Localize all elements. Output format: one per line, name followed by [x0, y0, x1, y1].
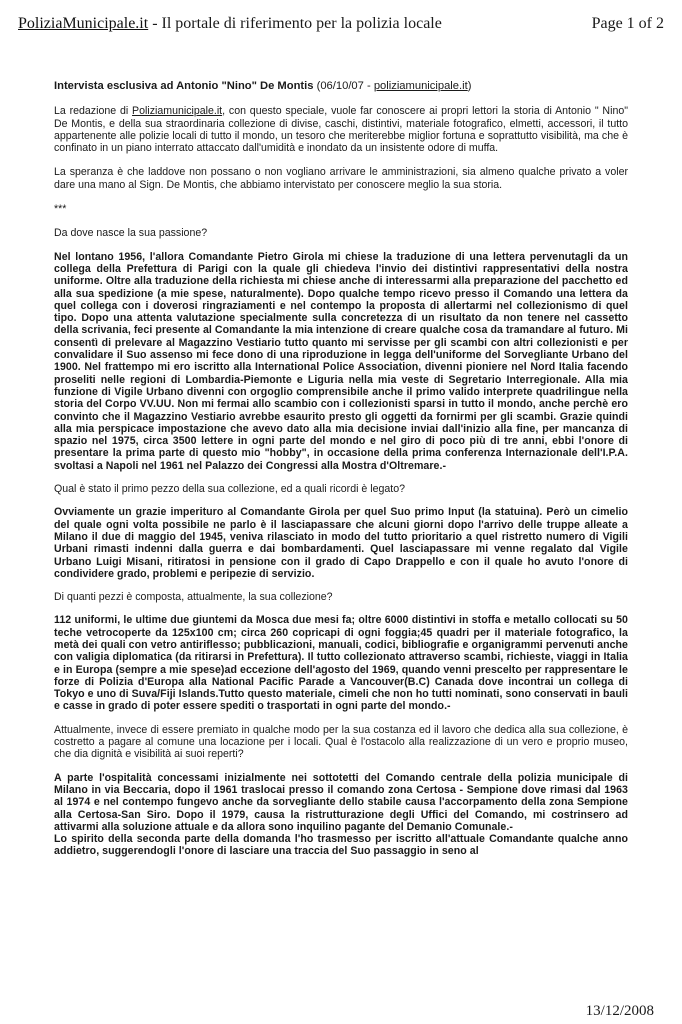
page-header [18, 14, 664, 38]
meta-close: ) [467, 80, 472, 92]
meta-source-link[interactable]: poliziamunicipale.it [373, 80, 468, 92]
intro1-site-link[interactable]: Poliziamunicipale.it [132, 105, 223, 118]
print-date: 13/12/2008 [585, 1003, 654, 1019]
answer-4-continued: Lo spirito della seconda parte della domanda l'ho trasmesso per iscritto all'attuale Comandante qualche anno addietro, suggerendogli l'onore di lasciare una traccia del Suo passaggio in seno al [54, 833, 628, 858]
article-meta [313, 80, 471, 92]
question-1: Da dove nasce la sua passione? [54, 227, 208, 240]
question-4: Attualmente, invece di essere premiato in qualche modo per la sua costanza ed il lavoro che dedica alla sua collezione, è costretto a pagare al comune una locazione per i locali. Qual è l'ostacolo alla realizzazione di un vero e proprio museo, che dia dignità e visibilità ai suoi reperti? [54, 723, 628, 761]
intro-paragraph-2: La speranza è che laddove non possano o non vogliano arrivare le amministrazioni, sia almeno qualche privato a voler dare una mano al Sign. De Montis, che abbiamo intervistato per conoscere meglio la sua storia. [54, 166, 628, 191]
page-number: Page 1 of 2 [591, 15, 664, 32]
article-title-line [54, 80, 628, 92]
article-title: Intervista esclusiva ad Antonio "Nino" De Montis [54, 80, 314, 92]
intro-paragraph-1 [54, 105, 628, 154]
answer-2: Ovviamente un grazie imperituro al Comandante Girola per quel Suo primo Input (la statuina). Però un cimelio del quale ogni volta possibile ne parlo è il lasciapassare che alcuni giorni dopo l'arrivo delle truppe alleate a Milano il due di maggio del 1945, veniva rilasciato in modo del tutto prioritario a quel ristretto numero di Vigili Urbani rimasti indenni dalla guerra e dai bombardamenti. Quel lasciapassare mi venne regalato dal Vigile Urbano Luigi Misani, ritiratosi in pensione con il grado di Capo Drappello e con il quale ho avuto l'onore di condividere grado, problemi e peripezie di servizio. [54, 506, 628, 580]
site-name-link[interactable]: PoliziaMunicipale.it [18, 15, 149, 32]
meta-date: (06/10/07 - [313, 80, 374, 92]
site-tagline: - Il portale di riferimento per la polizia locale [148, 15, 442, 32]
intro1-pre: La redazione di [54, 105, 133, 118]
answer-4: A parte l'ospitalità concessami inizialmente nei sottotetti del Comando centrale della polizia municipale di Milano in via Beccaria, dopo il 1961 traslocai presso il comando zona Certosa - Sempione dove rimasi dal 1963 al 1974 e nel contempo fungevo anche da sorvegliante dello stabile causa l'accorpamento della zona Sempione alla Certosa-San Siro. Dopo il 1979, causa la ristrutturazione degli Uffici del Comando, mi costrinsero ad attivarmi alla soluzione attuale e da allora sono inquilino pagante del Demanio Comunale.- [54, 771, 628, 833]
answer-1: Nel lontano 1956, l'allora Comandante Pietro Girola mi chiese la traduzione di una lettera pervenutagli da un collega della Prefettura di Parigi con la quale gli chiedeva l'invio dei distintivi rappresentativi della nostra uniforme. Oltre alla traduzione della richiesta mi chiese anche di interessarmi alla preparazione del pacchetto ed alla sua spedizione (a mie spese, naturalmente). Dopo qualche tempo ricevo presso il Comando una lettera da quel collega con i doverosi ringraziamenti e nel contempo la proposta di allertarmi nel collezionismo di quel tipo. Dopo una attenta valutazione specialmente sulla concretezza di un risultato da non tenere nel cassetto della scrivania, feci presente al Comandante la mia intenzione di creare qualche cosa da tramandare al futuro. Mi consentì di prelevare al Magazzino Vestiario tutto quanto mi servisse per gli scambi con altri collezionisti e per convalidare il Suo assenso mi fece dono di una riproduzione in legga dell'uniforme del Sorvegliante Urbano del 1900. Nel frattempo mi ero iscritto alla International Police Association, divenni pioniere nel Nord Italia facendo proseliti nelle regioni di Lombardia-Piemonte e Liguria nella mia veste di Segretario Interregionale. Alla mia funzione di Vigile Urbano divenni con orgoglio comprensibile anche il primo valido interprete quadrilingue nella storia del Corpo VV.UU. Non mi fermai allo scambio con i collezionisti sparsi in tutto il mondo, anche perchè ero convinto che il Magazzino Vestiario avrebbe esaurito presto gli oggetti da fornirmi per gli scambi. Grazie quindi alla mia perspicace impostazione che avevo dato alla mia decisione inviai dall'inizio alla fine, per mancanza di spazio nel 1975, circa 3500 lettere in ogni parte del mondo e nel giro di poco più di tre anni, ebbi l'onore di presentare la prima parte di questo mio "hobby", in occasione della prima conferenza Internazionale dell'I.P.A. svoltasi a Napoli nel 1961 nel Palazzo dei Congressi alla Mostra d'Oltremare.- [54, 250, 628, 472]
answer-3: 112 uniformi, le ultime due giuntemi da Mosca due mesi fa; oltre 6000 distintivi in stoffa e metallo collocati su 50 teche vetrocoperte da 125x100 cm; circa 260 copricapi di ogni foggia;45 quadri per il materiale fotografico, la metà dei quali con vetro antiriflesso; pubblicazioni, manuali, codici, bibliografie e organigrammi pervenuti anche con valigia diplomatica (da ritirarsi in Prefettura). Il tutto collezionato attraverso scambi, richieste, viaggi in Italia e in Europa (sempre a mie spese)ad eccezione dell'agosto del 1969, quando venni prescelto per rappresentare le forze di Polizia d'Europa alla National Pacific Parade a Vancouver(B.C) Canada dove incontrai un collega di Tokyo e uno di Suva/Fiji Islands.Tutto questo materiale, cimeli che non ho tutti nominati, sono conservati in bauli e casse in grado di poter essere spediti o trasportati in ogni parte del mondo.- [54, 614, 628, 713]
question-3: Di quanti pezzi è composta, attualmente, la sua collezione? [54, 591, 333, 604]
separator: *** [54, 203, 67, 216]
intro1-post: , con questo speciale, vuole far conoscere ai propri lettori la storia di Antonio " Nino" De Montis, e della sua straordinaria collezione di divise, caschi, distintivi, materiale fotografico, elmetti, accessori, il tutto appartenente alle polizie locali di tutto il mondo, un tesoro che meriterebbe miglior fortuna e soprattutto visibilità, ma che è confinato in un piano interrato attaccato dall'umidità e inondato da un insistente odore di muffa. [54, 105, 628, 155]
question-2: Qual è stato il primo pezzo della sua collezione, ed a quali ricordi è legato? [54, 483, 405, 496]
article-body [54, 80, 628, 869]
